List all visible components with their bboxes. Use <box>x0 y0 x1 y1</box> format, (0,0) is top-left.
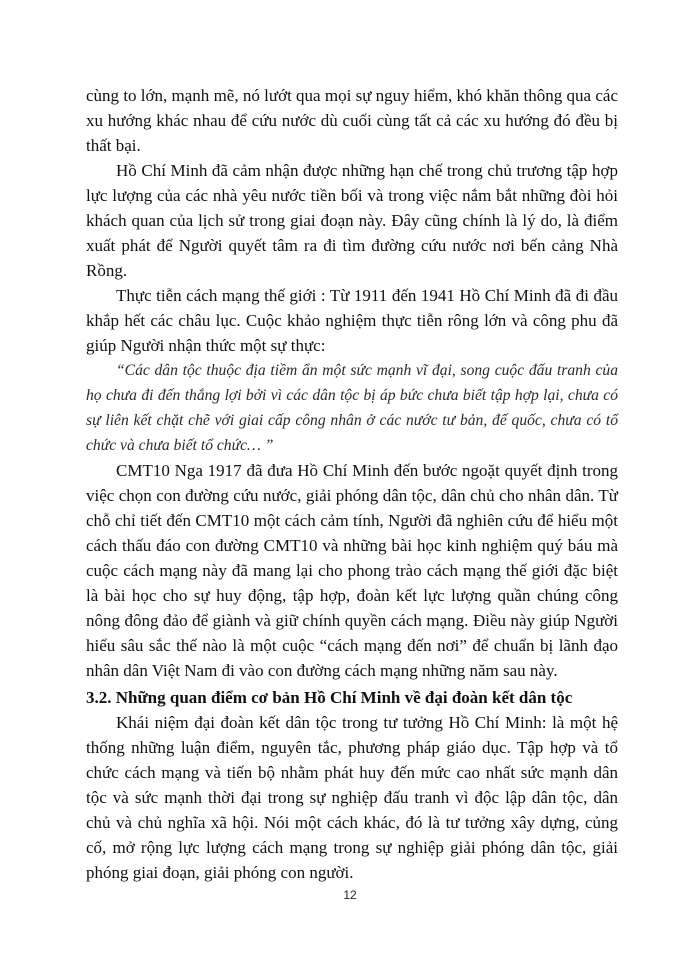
paragraph-ho-chi-minh-perception: Hồ Chí Minh đã cảm nhận được những hạn chế trong chủ trương tập hợp lực lượng của các nhà yêu nước tiền bối và trong việc nắm bắt những đòi hỏi khách quan của lịch sử trong giai đoạn này. Đây cũng chính là lý do, là điểm xuất phát để Người quyết tâm ra đi tìm đường cứu nước nơi bến cảng Nhà Rồng. <box>86 161 618 280</box>
section-heading: 3.2. Những quan điểm cơ bản Hồ Chí Minh về đại đoàn kết dân tộc <box>86 688 573 707</box>
paragraph-continuation: cùng to lớn, mạnh mẽ, nó lướt qua mọi sự nguy hiểm, khó khăn thông qua các xu hướng khác nhau để cứu nước dù cuối cùng tất cả các xu hướng đó đều bị thất bại. <box>86 86 618 155</box>
paragraph-october-revolution: CMT10 Nga 1917 đã đưa Hồ Chí Minh đến bước ngoặt quyết định trong việc chọn con đường cứu nước, giải phóng dân tộc, dân chủ cho nhân dân. Từ chỗ chỉ tiết đến CMT10 một cách cảm tính, Người đã nghiên cứu để hiểu một cách thấu đáo con đường CMT10 và những bài học kinh nghiệm quý báu mà cuộc cách mạng này đã mang lại cho phong trào cách mạng thế giới đặc biệt là bài học cho sự huy động, tập hợp, đoàn kết lực lượng quần chúng công nông đông đảo để giành và giữ chính quyền cách mạng. Điều này giúp Người hiểu sâu sắc thế nào là một cuộc “cách mạng đến nơi” để chuẩn bị lãnh đạo nhân dân Việt Nam đi vào con đường cách mạng những năm sau này. <box>86 461 618 680</box>
paragraph-great-national-unity-concept: Khái niệm đại đoàn kết dân tộc trong tư tưởng Hồ Chí Minh: là một hệ thống những luận điểm, nguyên tắc, phương pháp giáo dục. Tập hợp và tổ chức cách mạng và tiến bộ nhằm phát huy đến mức cao nhất sức mạnh dân tộc và sức mạnh thời đại trong sự nghiệp đấu tranh vì độc lập dân tộc, dân chủ và chủ nghĩa xã hội. Nói một cách khác, đó là tư tưởng xây dựng, củng cố, mở rộng lực lượng cách mạng trong sự nghiệp giải phóng dân tộc, giải phóng giai đoạn, giải phóng con người. <box>86 713 618 882</box>
quotation: “Các dân tộc thuộc địa tiềm ẩn một sức mạnh vĩ đại, song cuộc đấu tranh của họ chưa đi đến thắng lợi bởi vì các dân tộc bị áp bức chưa biết tập hợp lại, chưa có sự liên kết chặt chẽ với giai cấp công nhân ở các nước tư bản, đế quốc, chưa có tổ chức và chưa biết tổ chức… ” <box>86 362 618 454</box>
page-body <box>86 83 618 885</box>
page-number: 12 <box>343 888 357 902</box>
paragraph-world-revolution-practice: Thực tiễn cách mạng thế giới : Từ 1911 đến 1941 Hồ Chí Minh đã đi đầu khắp hết các châu lục. Cuộc khảo nghiệm thực tiễn rông lớn và công phu đã giúp Người nhận thức một sự thực: <box>86 286 618 355</box>
